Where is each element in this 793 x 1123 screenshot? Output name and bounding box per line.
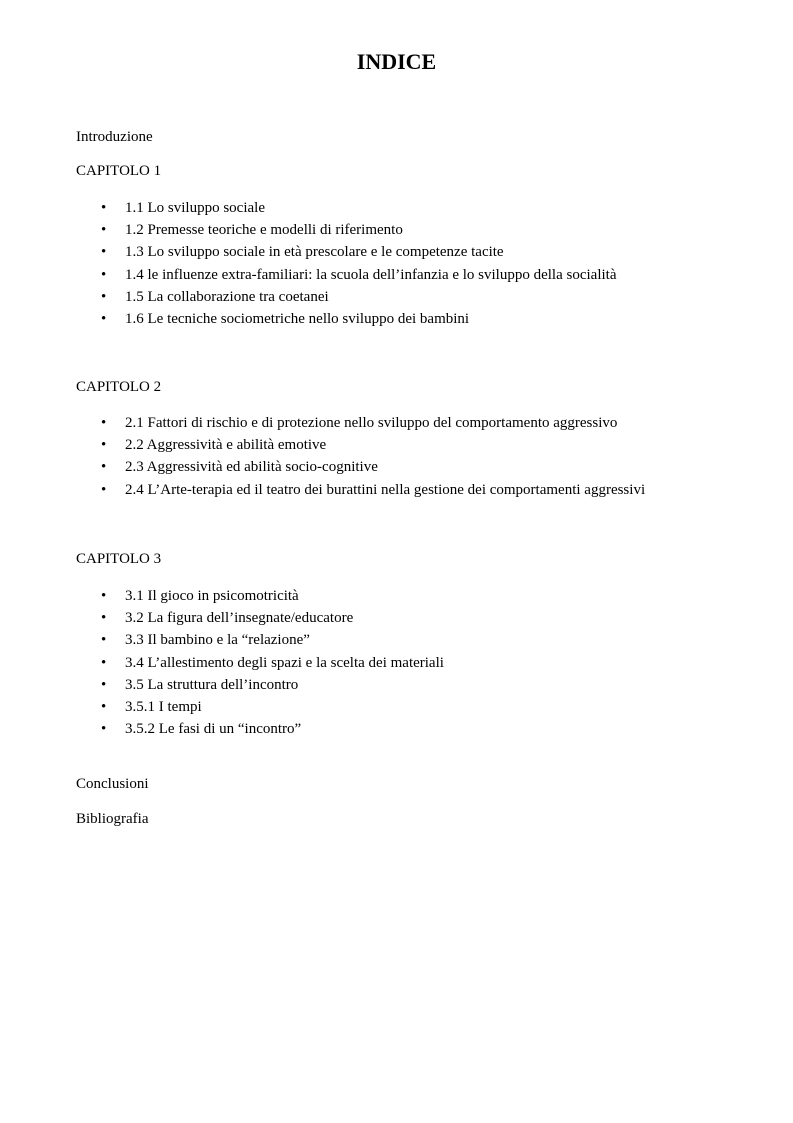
bullet-icon: • xyxy=(101,266,107,283)
list-item-text: 2.2 Aggressività e abilità emotive xyxy=(125,437,327,454)
bullet-icon: • xyxy=(101,222,107,239)
bullet-icon: • xyxy=(101,654,107,671)
toc-introduction: Introduzione xyxy=(76,129,153,145)
page-title: INDICE xyxy=(356,49,437,74)
list-item-text: 1.1 Lo sviluppo sociale xyxy=(125,200,265,216)
list-item-text: 3.3 Il bambino e la “relazione” xyxy=(125,632,310,649)
bullet-icon: • xyxy=(101,721,107,738)
list-item-text: 2.4 L’Arte-terapia ed il teatro dei burattini nella gestione dei comportamenti aggressivi xyxy=(125,481,646,498)
chapter-3-heading: CAPITOLO 3 xyxy=(76,551,162,567)
bullet-icon: • xyxy=(101,459,107,476)
bullet-icon: • xyxy=(101,610,107,627)
list-item-text: 3.5.1 I tempi xyxy=(125,698,202,715)
list-item-text: 3.5.2 Le fasi di un “incontro” xyxy=(125,721,302,738)
bullet-icon: • xyxy=(101,415,107,431)
list-item-text: 1.3 Lo sviluppo sociale in età prescolare e le competenze tacite xyxy=(125,244,504,261)
list-item-text: 3.2 La figura dell’insegnate/educatore xyxy=(125,610,354,627)
list-item-text: 1.6 Le tecniche sociometriche nello sviluppo dei bambini xyxy=(125,310,470,327)
list-item-text: 3.1 Il gioco in psicomotricità xyxy=(125,588,299,604)
list-item-text: 1.4 le influenze extra-familiari: la scuola dell’infanzia e lo sviluppo della socialità xyxy=(125,266,617,283)
list-item-text: 1.2 Premesse teoriche e modelli di riferimento xyxy=(125,222,403,239)
bullet-icon: • xyxy=(101,200,107,216)
bullet-icon: • xyxy=(101,437,107,454)
bullet-icon: • xyxy=(101,588,107,604)
bullet-icon: • xyxy=(101,481,107,498)
list-item-text: 3.4 L’allestimento degli spazi e la scelta dei materiali xyxy=(125,654,444,671)
chapter-2-heading: CAPITOLO 2 xyxy=(76,379,162,395)
list-item-text: 3.5 La struttura dell’incontro xyxy=(125,676,299,693)
chapter-1-heading: CAPITOLO 1 xyxy=(76,163,162,179)
bullet-icon: • xyxy=(101,310,107,327)
list-item-text: 2.3 Aggressività ed abilità socio-cognitive xyxy=(125,459,378,476)
bullet-icon: • xyxy=(101,244,107,261)
list-item-text: 2.1 Fattori di rischio e di protezione nello sviluppo del comportamento aggressivo xyxy=(125,415,618,431)
toc-bibliography: Bibliografia xyxy=(76,811,149,827)
bullet-icon: • xyxy=(101,632,107,649)
bullet-icon: • xyxy=(101,288,107,305)
list-item-text: 1.5 La collaborazione tra coetanei xyxy=(125,288,329,305)
bullet-icon: • xyxy=(101,698,107,715)
bullet-icon: • xyxy=(101,676,107,693)
toc-conclusions: Conclusioni xyxy=(76,776,149,792)
